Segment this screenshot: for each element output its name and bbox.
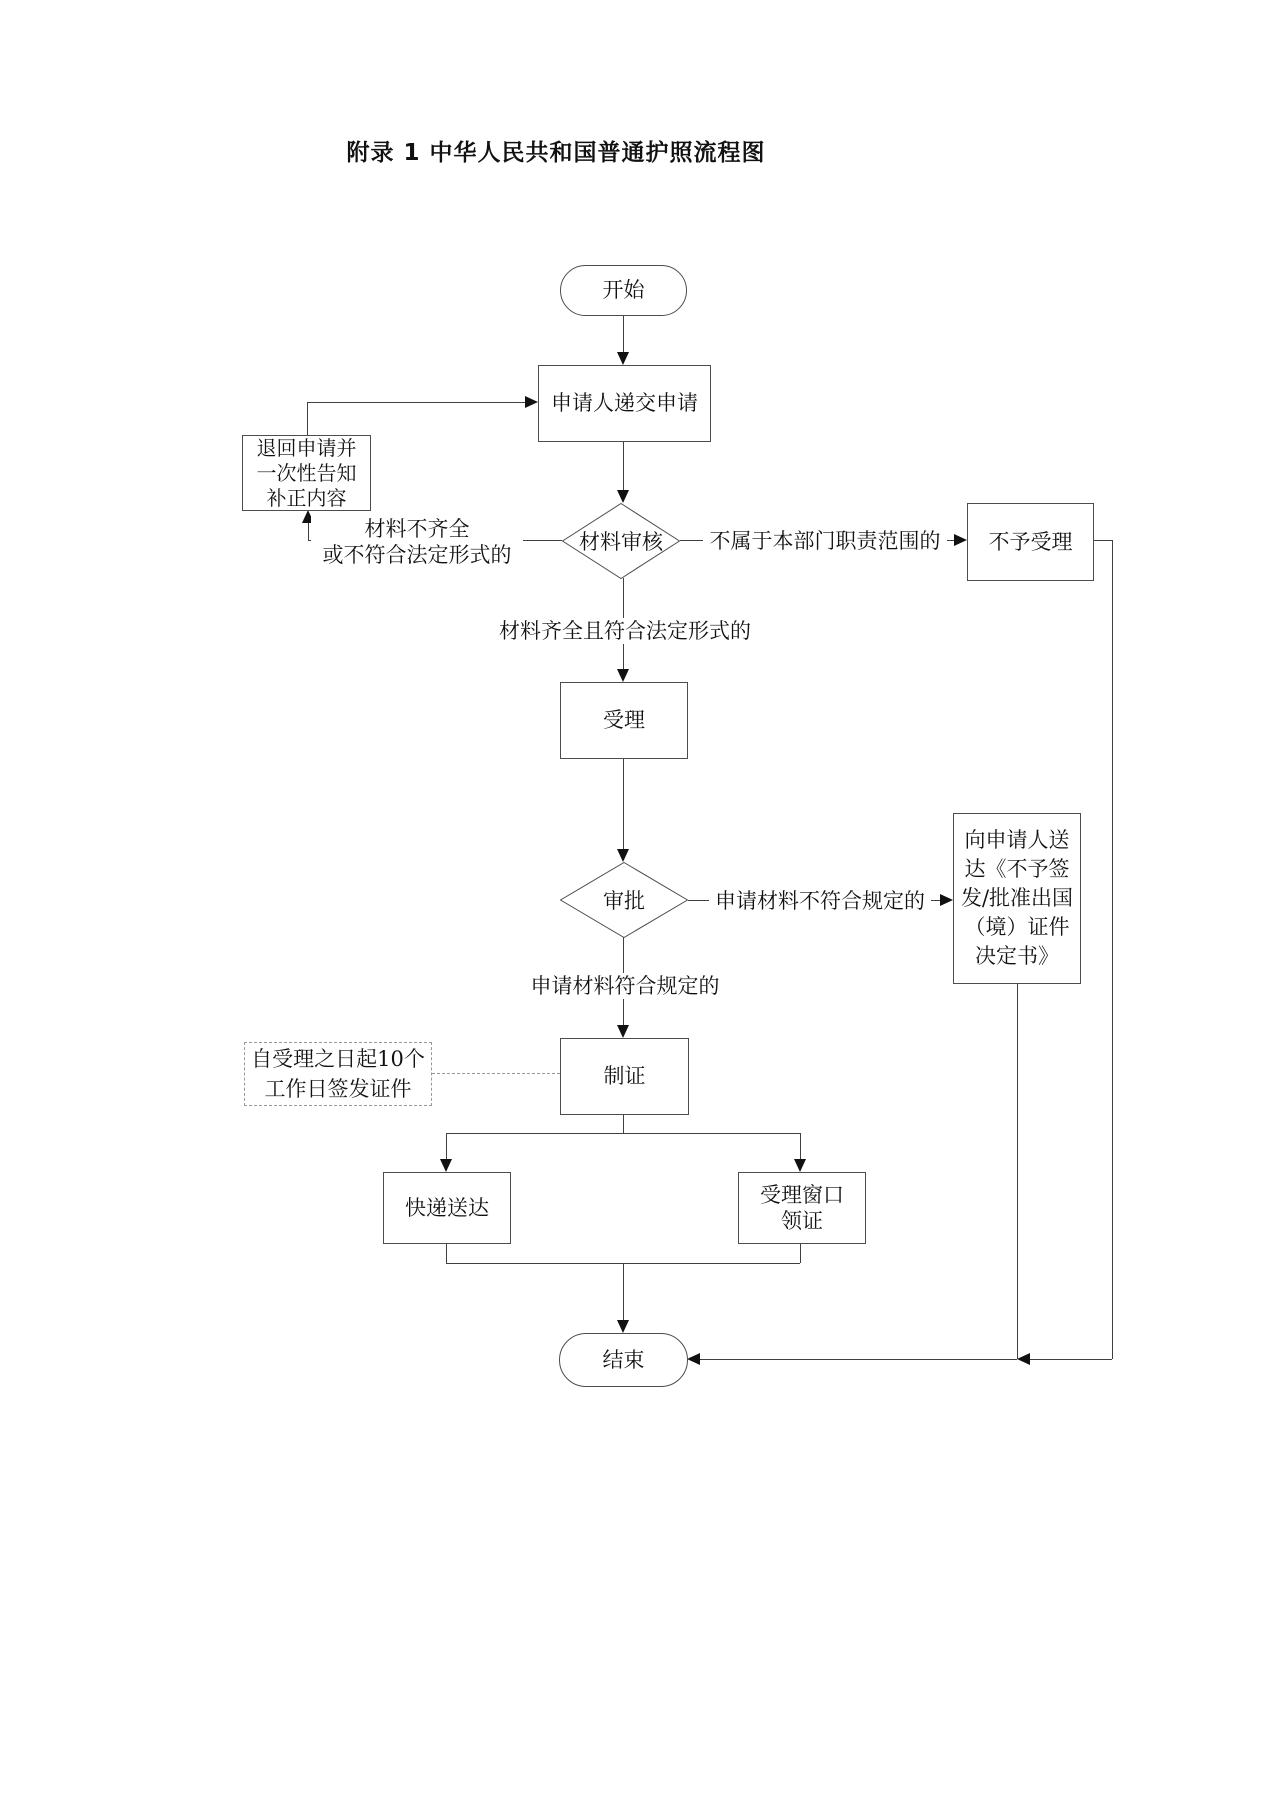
arrowhead-down-icon: [617, 1320, 629, 1333]
edge-reject-down-vline: [1112, 540, 1113, 1359]
node-start: [560, 265, 687, 316]
node-make-certificate: [560, 1038, 689, 1115]
node-accept-label: 受理: [603, 708, 645, 732]
arrowhead-down-icon: [617, 1025, 629, 1038]
node-start-label: 开始: [602, 278, 645, 302]
node-end: [559, 1333, 688, 1387]
edge-label-out-of-scope: 不属于本部门职责范围的: [703, 528, 947, 554]
node-accept: [560, 682, 688, 759]
arrowhead-left-icon: [1017, 1353, 1030, 1365]
node-approval-label: 审批: [603, 889, 645, 913]
edge-merge-end-line: [623, 1263, 624, 1321]
edge-split-hline: [446, 1133, 800, 1134]
edge-label-conforming: 申请材料符合规定的: [523, 973, 727, 999]
edge-reject-join-hline: [1029, 1359, 1112, 1360]
node-denial-notice-line2: 达《不予签: [964, 857, 1070, 881]
edge-express-merge-line: [446, 1243, 447, 1263]
arrowhead-down-icon: [617, 849, 629, 862]
edge-label-incomplete-line1: 材料不齐全: [364, 517, 470, 541]
arrowhead-down-icon: [617, 490, 629, 503]
node-denial-notice-line3: 发/批准出国: [960, 886, 1074, 910]
node-return-notice-line2: 一次性告知: [256, 460, 357, 485]
node-material-review-label: 材料审核: [579, 530, 663, 554]
edge-submit-review-line: [623, 441, 624, 491]
edge-return-loop-vline: [307, 402, 308, 435]
node-make-certificate-label: 制证: [603, 1064, 646, 1088]
edge-reject-out-hline: [1093, 540, 1112, 541]
node-express-delivery-label: 快递送达: [405, 1195, 489, 1220]
arrowhead-down-icon: [617, 352, 629, 365]
node-not-accepted: [967, 503, 1094, 581]
edge-start-submit-line: [623, 315, 624, 353]
node-end-label: 结束: [602, 1347, 645, 1372]
node-denial-notice-line1: 向申请人送: [964, 828, 1070, 852]
arrowhead-down-icon: [794, 1159, 806, 1172]
arrowhead-right-icon: [940, 894, 953, 906]
node-window-pickup: [738, 1172, 866, 1244]
edge-label-incomplete: [311, 516, 523, 568]
node-denial-notice-line4: （境）证件: [964, 915, 1070, 939]
node-window-pickup-line1: 受理窗口: [760, 1183, 844, 1207]
edge-cert-split-line: [623, 1114, 624, 1133]
node-window-pickup-line2: 领证: [781, 1209, 823, 1233]
node-material-review-decision: [562, 503, 680, 579]
node-submit-application: [538, 365, 711, 442]
edge-denial-end-hline: [699, 1359, 1017, 1360]
node-return-notice-line1: 退回申请并: [256, 435, 357, 460]
node-submit-label: 申请人递交申请: [551, 391, 698, 415]
page-title: 附录 1 中华人民共和国普通护照流程图: [346, 140, 766, 166]
arrowhead-down-icon: [440, 1159, 452, 1172]
arrowhead-right-icon: [525, 396, 538, 408]
arrowhead-right-icon: [954, 534, 967, 546]
edge-label-not-conforming: 申请材料不符合规定的: [709, 888, 931, 914]
node-express-delivery: [383, 1172, 511, 1244]
node-denial-notice: [953, 813, 1081, 984]
node-return-notice: [242, 435, 371, 511]
edge-label-complete: 材料齐全且符合法定形式的: [493, 618, 757, 644]
arrowhead-down-icon: [617, 669, 629, 682]
edge-accept-approval-line: [623, 758, 624, 850]
edge-split-express-line: [446, 1133, 447, 1160]
node-approval-decision: [560, 862, 688, 938]
node-not-accepted-label: 不予受理: [988, 529, 1073, 554]
edge-label-incomplete-line2: 或不符合法定形式的: [322, 543, 512, 567]
edge-window-merge-line: [800, 1243, 801, 1263]
edge-deadline-dashed-line: [432, 1073, 560, 1074]
node-denial-notice-line5: 决定书》: [975, 944, 1059, 968]
edge-return-loop-hline: [307, 402, 526, 403]
node-deadline-note-line2: 工作日签发证件: [264, 1077, 412, 1101]
edge-denial-down-vline: [1017, 983, 1018, 1359]
node-deadline-note-line1: 自受理之日起10个: [251, 1047, 425, 1071]
arrowhead-left-icon: [687, 1353, 700, 1365]
node-return-notice-line3: 补正内容: [266, 485, 347, 510]
edge-review-return-vline: [308, 522, 309, 540]
node-deadline-note: [244, 1042, 432, 1106]
edge-split-window-line: [800, 1133, 801, 1160]
